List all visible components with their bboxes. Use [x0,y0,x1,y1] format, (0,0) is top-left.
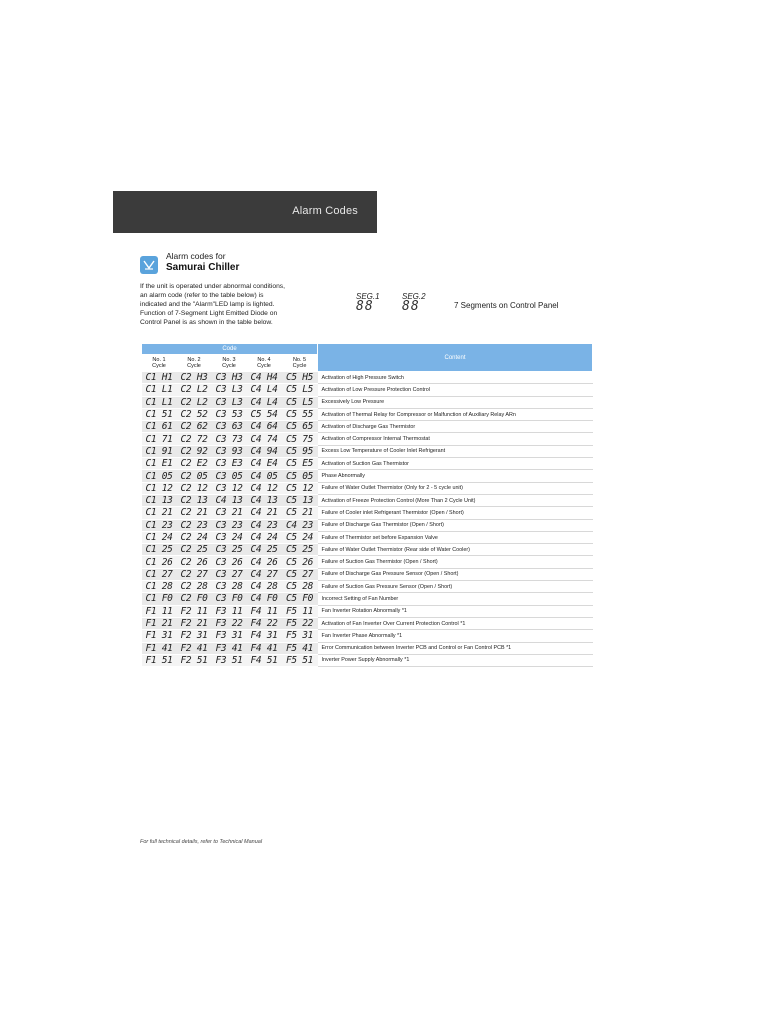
table-row [142,605,593,617]
alarm-code-cell: C3 12 [212,482,247,494]
alarm-code-cell: C2 28 [177,581,212,593]
cycle-header [247,355,282,372]
table-row [142,642,593,654]
alarm-code-cell: C5 27 [282,568,318,580]
alarm-code-cell: F3 11 [212,605,247,617]
alarm-code-cell: C2 27 [177,568,212,580]
alarm-description-cell: Failure of Discharge Gas Pressure Sensor (Open / Short) [318,568,593,580]
intro-paragraph [140,283,320,328]
alarm-description-cell: Inverter Power Supply Abnormally *1 [318,654,593,666]
alarm-code-cell: C1 H1 [142,372,177,384]
alarm-description-cell: Activation of Suction Gas Thermistor [318,458,593,470]
segment-1-digits: 88 [356,299,374,314]
alarm-code-cell: C2 23 [177,519,212,531]
alarm-code-cell: C4 13 [212,494,247,506]
cycle-number: No. 2 [187,356,201,363]
table-row [142,556,593,568]
alarm-code-cell: C2 F0 [177,593,212,605]
alarm-code-cell: C1 F0 [142,593,177,605]
alarm-code-cell: C4 74 [247,433,282,445]
alarm-code-cell: C1 23 [142,519,177,531]
alarm-description-cell: Failure of Suction Gas Pressure Sensor (Open / Short) [318,581,593,593]
alarm-description-cell: Failure of Thermistor set before Expansion Valve [318,531,593,543]
alarm-description-cell: Activation of Discharge Gas Thermistor [318,421,593,433]
intro-line: Control Panel is as shown in the table below. [140,318,273,326]
alarm-description-cell: Excess Low Temperature of Cooler Inlet Refrigerant [318,445,593,457]
alarm-description-cell: Fan Inverter Rotation Abnormally *1 [318,605,593,617]
alarm-code-cell: C5 F0 [282,593,318,605]
chiller-logo-icon [140,256,158,274]
alarm-description-cell: Failure of Water Outlet Thermistor (Rear side of Water Cooler) [318,544,593,556]
alarm-code-cell: C1 21 [142,507,177,519]
table-row [142,593,593,605]
alarm-code-cell: C5 55 [282,408,318,420]
alarm-code-cell: C2 L2 [177,396,212,408]
alarm-description-cell: Activation of Compressor Internal Thermostat [318,433,593,445]
alarm-code-cell: F2 11 [177,605,212,617]
table-row [142,581,593,593]
alarm-code-cell: F4 51 [247,654,282,666]
alarm-code-cell: C3 25 [212,544,247,556]
alarm-code-cell: C3 26 [212,556,247,568]
alarm-code-cell: F2 51 [177,654,212,666]
alarm-description-cell: Activation of Freeze Protection Control (More Than 2 Cycle Unit) [318,494,593,506]
alarm-code-cell: C1 91 [142,445,177,457]
alarm-description-cell: Activation of Thermal Relay for Compressor or Malfunction of Auxiliary Relay ARn [318,408,593,420]
alarm-description-cell: Error Communication between Inverter PCB and Control or Fan Control PCB *1 [318,642,593,654]
content-header: Content [318,344,593,372]
alarm-code-cell: F5 41 [282,642,318,654]
alarm-code-cell: F5 11 [282,605,318,617]
alarm-code-cell: C4 H4 [247,372,282,384]
alarm-code-cell: C2 92 [177,445,212,457]
alarm-code-cell: C2 21 [177,507,212,519]
cycle-header [142,355,177,372]
alarm-code-cell: C1 24 [142,531,177,543]
alarm-code-cell: C3 53 [212,408,247,420]
table-row [142,544,593,556]
alarm-code-cell: C2 L2 [177,384,212,396]
alarm-code-cell: C5 24 [282,531,318,543]
alarm-code-cell: C1 13 [142,494,177,506]
alarm-code-cell: C5 L5 [282,396,318,408]
alarm-code-cell: C2 24 [177,531,212,543]
alarm-code-cell: F5 22 [282,617,318,629]
alarm-code-cell: C3 24 [212,531,247,543]
alarm-code-cell: F1 51 [142,654,177,666]
alarm-code-cell: C4 26 [247,556,282,568]
alarm-code-cell: F2 21 [177,617,212,629]
alarm-code-cell: C2 62 [177,421,212,433]
alarm-code-cell: F3 51 [212,654,247,666]
alarm-code-cell: C1 L1 [142,384,177,396]
alarm-code-cell: C5 28 [282,581,318,593]
alarm-code-cell: C4 23 [282,519,318,531]
section-banner [113,191,377,233]
alarm-code-cell: C5 L5 [282,384,318,396]
cycle-number: No. 5 [292,356,307,363]
segment-1-label: SEG.1 [356,292,380,301]
alarm-code-cell: C4 24 [247,531,282,543]
table-row [142,384,593,396]
alarm-code-cell: C3 21 [212,507,247,519]
alarm-code-cell: F1 41 [142,642,177,654]
alarm-code-cell: C2 72 [177,433,212,445]
alarm-code-cell: C2 05 [177,470,212,482]
cycle-word: Cycle [257,363,271,369]
alarm-description-cell: Excessively Low Pressure [318,396,593,408]
table-row [142,445,593,457]
alarm-code-cell: C4 27 [247,568,282,580]
alarm-description-cell: Failure of Suction Gas Thermistor (Open / Short) [318,556,593,568]
alarm-code-cell: C4 21 [247,507,282,519]
alarm-code-cell: C5 54 [247,408,282,420]
alarm-code-cell: C4 12 [247,482,282,494]
alarm-code-cell: C3 05 [212,470,247,482]
alarm-description-cell: Incorrect Setting of Fan Number [318,593,593,605]
footnote: For full technical details, refer to Technical Manual [140,839,263,845]
alarm-code-cell: C3 27 [212,568,247,580]
table-row [142,630,593,642]
intro-line: an alarm code (refer to the table below) is [140,291,264,299]
alarm-code-cell: C3 93 [212,445,247,457]
brand-title: Samurai Chiller [166,262,240,273]
alarm-code-cell: C4 L4 [247,384,282,396]
table-row [142,470,593,482]
alarm-code-cell: C5 65 [282,421,318,433]
alarm-description-cell: Fan Inverter Phase Abnormally *1 [318,630,593,642]
alarm-code-cell: C5 E5 [282,458,318,470]
intro-line: If the unit is operated under abnormal conditions, [140,283,285,290]
segment-2-display [402,292,426,313]
alarm-code-cell: C4 28 [247,581,282,593]
table-row [142,531,593,543]
alarm-code-cell: C3 28 [212,581,247,593]
alarm-code-cell: C1 27 [142,568,177,580]
intro-line: Function of 7-Segment Light Emitted Diode on [140,309,278,317]
alarm-description-cell: Activation of Low Pressure Protection Control [318,384,593,396]
alarm-description-cell: Failure of Water Outlet Thermistor (Only for 2 - 5 cycle unit) [318,482,593,494]
cycle-number: No. 4 [257,356,271,363]
alarm-code-cell: F4 31 [247,630,282,642]
alarm-code-cell: C4 05 [247,470,282,482]
alarm-code-cell: C5 12 [282,482,318,494]
alarm-code-cell: C5 26 [282,556,318,568]
alarm-code-cell: C1 12 [142,482,177,494]
alarm-code-cell: C5 75 [282,433,318,445]
table-row [142,421,593,433]
alarm-code-cell: C4 23 [247,519,282,531]
cycle-word: Cycle [152,363,166,369]
alarm-code-cell: C1 E1 [142,458,177,470]
alarm-code-cell: F3 41 [212,642,247,654]
table-row [142,396,593,408]
code-header: Code [142,344,318,355]
alarm-code-cell: C3 23 [212,519,247,531]
alarm-code-cell: C2 E2 [177,458,212,470]
alarm-code-cell: C1 L1 [142,396,177,408]
alarm-code-cell: F4 11 [247,605,282,617]
alarm-code-table [141,343,593,667]
alarm-code-cell: C2 H3 [177,372,212,384]
alarm-code-cell: C5 25 [282,544,318,556]
alarm-code-cell: C1 28 [142,581,177,593]
segment-panel-label: 7 Segments on Control Panel [454,301,559,310]
table-row [142,568,593,580]
alarm-code-cell: F4 22 [247,617,282,629]
alarm-code-cell: C2 12 [177,482,212,494]
alarm-code-cell: C3 L3 [212,384,247,396]
alarm-code-cell: C3 E3 [212,458,247,470]
alarm-code-cell: F4 41 [247,642,282,654]
alarm-code-cell: F5 31 [282,630,318,642]
alarm-description-cell: Failure of Cooler inlet Refrigerant Thermistor (Open / Short) [318,507,593,519]
segment-2-label: SEG.2 [402,292,426,301]
alarm-code-cell: F5 51 [282,654,318,666]
alarm-code-cell: C4 F0 [247,593,282,605]
alarm-code-cell: C5 95 [282,445,318,457]
alarm-code-cell: C4 E4 [247,458,282,470]
alarm-code-cell: C5 H5 [282,372,318,384]
alarm-description-cell: Failure of Discharge Gas Thermistor (Open / Short) [318,519,593,531]
alarm-code-cell: C1 71 [142,433,177,445]
alarm-code-cell: F3 31 [212,630,247,642]
cycle-header [282,355,318,372]
cycle-header [212,355,247,372]
alarm-code-cell: C5 05 [282,470,318,482]
alarm-code-cell: C1 61 [142,421,177,433]
alarm-code-cell: C3 63 [212,421,247,433]
segment-1-display [356,292,380,313]
alarm-code-cell: F2 41 [177,642,212,654]
alarm-code-cell: F1 31 [142,630,177,642]
alarm-description-cell: Activation of Fan Inverter Over Current Protection Control *1 [318,617,593,629]
alarm-code-cell: C4 25 [247,544,282,556]
alarm-code-cell: C4 L4 [247,396,282,408]
alarm-code-cell: C2 13 [177,494,212,506]
alarm-code-cell: C3 F0 [212,593,247,605]
alarm-code-cell: F1 21 [142,617,177,629]
alarm-code-cell: C3 H3 [212,372,247,384]
table-row [142,408,593,420]
cycle-header [177,355,212,372]
table-row [142,494,593,506]
table-row [142,433,593,445]
alarm-code-cell: C5 21 [282,507,318,519]
cycle-word: Cycle [187,363,201,369]
alarm-code-cell: C2 52 [177,408,212,420]
table-row [142,654,593,666]
alarm-code-cell: C5 13 [282,494,318,506]
segment-2-digits: 88 [402,299,420,314]
intro-line: indicated and the "Alarm"LED lamp is lighted. [140,300,275,308]
alarm-code-cell: C1 26 [142,556,177,568]
alarm-code-cell: C1 51 [142,408,177,420]
cycle-number: No. 3 [222,356,236,363]
alarm-code-cell: C2 25 [177,544,212,556]
alarm-description-cell: Activation of High Pressure Switch [318,372,593,384]
alarm-description-cell: Phase Abnormally [318,470,593,482]
cycle-number: No. 1 [152,356,166,363]
table-row [142,458,593,470]
alarm-code-cell: C4 94 [247,445,282,457]
alarm-code-cell: F1 11 [142,605,177,617]
table-row [142,482,593,494]
table-row [142,372,593,384]
alarm-code-cell: C1 05 [142,470,177,482]
brand-subtitle: Alarm codes for [166,251,226,261]
section-title: Alarm Codes [292,205,358,217]
alarm-code-cell: F3 22 [212,617,247,629]
alarm-code-cell: C3 73 [212,433,247,445]
alarm-code-cell: C3 L3 [212,396,247,408]
alarm-code-cell: C4 64 [247,421,282,433]
alarm-code-cell: C1 25 [142,544,177,556]
alarm-code-cell: C4 13 [247,494,282,506]
table-row [142,519,593,531]
alarm-code-cell: C2 26 [177,556,212,568]
alarm-code-cell: F2 31 [177,630,212,642]
cycle-word: Cycle [292,363,307,369]
cycle-word: Cycle [222,363,236,369]
table-row [142,507,593,519]
table-row [142,617,593,629]
